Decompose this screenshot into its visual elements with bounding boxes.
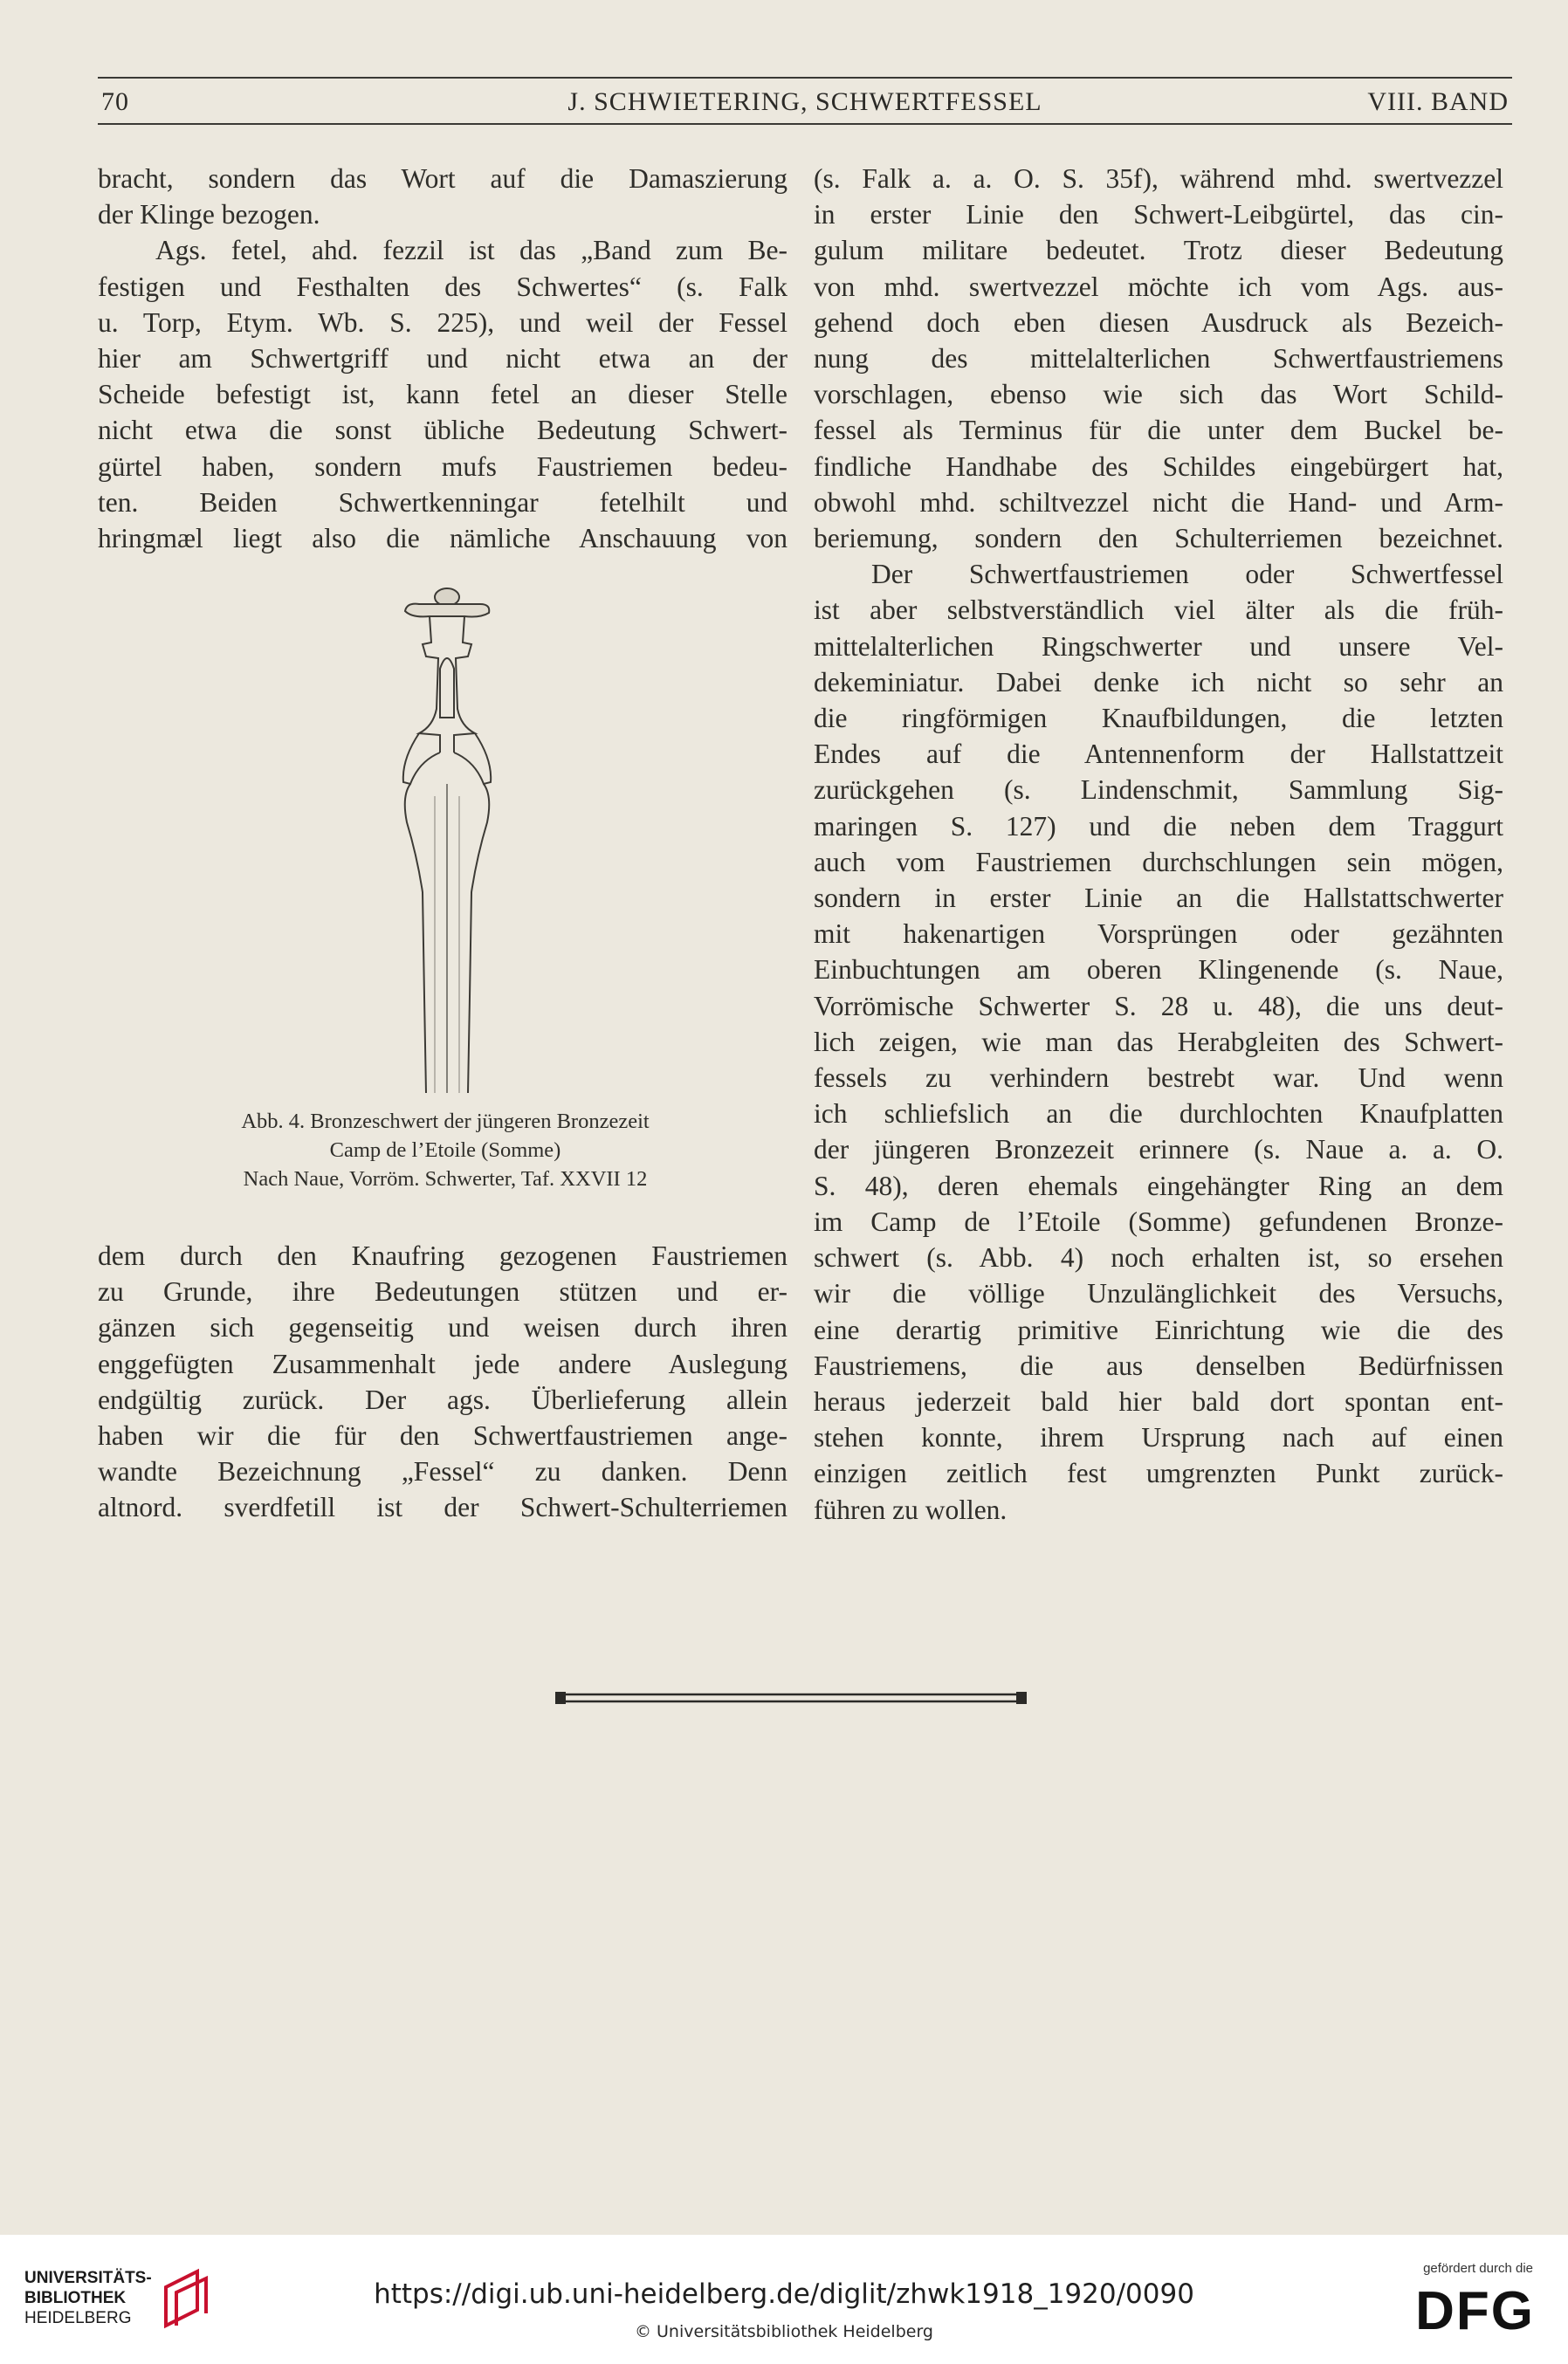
volume-label: VIII. BAND [1367,87,1509,116]
text-line: Vorrömische Schwerter S. 28 u. 48), die uns deut- [814,990,1503,1021]
text-line: ich schliefslich an die durchlochten Knaufplatten [814,1098,1503,1130]
text-line: maringen S. 127) und die neben dem Traggurt [814,810,1503,842]
text-line: gehend doch eben diesen Ausdruck als Bezeich- [814,306,1503,338]
header-rule-top [98,77,1512,79]
header-rule-bottom [98,123,1512,125]
text-line: fessels zu verhindern bestrebt war. Und wenn [814,1062,1503,1094]
caption-line: Nach Naue, Vorröm. Schwerter, Taf. XXVII 12 [243,1167,648,1191]
text-line: hringmæl liegt also die nämliche Anschauung von [98,523,787,554]
funding-label: gefördert durch die [1423,2261,1533,2276]
copyright-notice: © Universitätsbibliothek Heidelberg [634,2322,933,2341]
text-line: lich zeigen, wie man das Herabgleiten des Schwert- [814,1026,1503,1057]
text-line: einzigen zeitlich fest umgrenzten Punkt zurück- [814,1458,1503,1489]
text-line: (s. Falk a. a. O. S. 35f), während mhd. swertvezzel [814,163,1503,194]
text-line: haben wir die für den Schwertfaustriemen ange- [98,1420,787,1452]
text-line: gürtel haben, sondern mufs Faustriemen bedeu- [98,450,787,482]
running-title: J. SCHWIETERING, SCHWERTFESSEL [567,87,1042,116]
text-line: heraus jederzeit bald hier bald dort spontan ent- [814,1385,1503,1417]
text-line: festigen und Festhalten des Schwertes“ (s. Falk [98,271,787,302]
text-line: nung des mittelalterlichen Schwertfaustriemens [814,343,1503,375]
text-line: wir die völlige Unzulänglichkeit des Versuchs, [814,1278,1503,1309]
text-line: beriemung, sondern den Schulterriemen bezeichnet. [814,523,1503,554]
text-line: sondern in erster Linie an die Hallstattschwerter [814,883,1503,914]
text-line: findliche Handhabe des Schildes eingebürgert hat, [814,450,1503,482]
text-line: führen zu wollen. [814,1494,1008,1525]
text-line: fessel als Terminus für die unter dem Buckel be- [814,415,1503,446]
text-line: auch vom Faustriemen durchschlungen sein mögen, [814,846,1503,877]
text-line: obwohl mhd. schiltvezzel nicht die Hand- und Arm- [814,486,1503,518]
text-line: schwert (s. Abb. 4) noch erhalten ist, so ersehen [814,1242,1503,1274]
running-header [98,84,1512,122]
text-line: Scheide befestigt ist, kann fetel an dieser Stelle [98,379,787,410]
viewer-footer [0,2235,1568,2364]
text-line: stehen konnte, ihrem Ursprung nach auf einen [814,1422,1503,1453]
text-line: hier am Schwertgriff und nicht etwa an der [98,343,787,375]
text-line: gulum militare bedeutet. Trotz dieser Bedeutung [814,235,1503,266]
library-name-line: BIBLIOTHEK [24,2289,127,2307]
text-line: eine derartig primitive Einrichtung wie die des [814,1314,1503,1345]
library-name-line: UNIVERSITÄTS- [24,2269,152,2287]
text-line: S. 48), deren ehemals eingehängter Ring an dem [814,1170,1503,1201]
left-column-bottom [98,1238,787,1526]
text-line: ist aber selbstverständlich viel älter als die früh- [814,594,1503,626]
left-column-top [98,161,787,556]
dfg-logo[interactable]: DFG [1415,2281,1535,2341]
text-line: im Camp de l’Etoile (Somme) gefundenen Bronze- [814,1206,1503,1237]
text-line: Der Schwertfaustriemen oder Schwertfessel [871,559,1503,590]
text-line: wandte Bezeichnung „Fessel“ zu danken. Denn [98,1456,787,1488]
text-line: mit hakenartigen Vorsprüngen oder gezähnten [814,918,1503,950]
figure-caption [131,1107,760,1193]
text-line: dekeminiatur. Dabei denke ich nicht so sehr an [814,666,1503,698]
text-line: der Klinge bezogen. [98,199,320,230]
text-line: Ags. fetel, ahd. fezzil ist das „Band zum Be- [155,235,787,266]
text-line: der jüngeren Bronzezeit erinnere (s. Naue a. a. O. [814,1134,1503,1165]
text-line: gänzen sich gegenseitig und weisen durch ihren [98,1312,787,1343]
text-line: mittelalterlichen Ringschwerter und unsere Vel- [814,630,1503,662]
text-line: Endes auf die Antennenform der Hallstattzeit [814,739,1503,770]
text-line: enggefügten Zusammenhalt jede andere Auslegung [98,1348,787,1379]
right-column [814,161,1503,1528]
text-line: von mhd. swertvezzel möchte ich vom Ags. aus- [814,271,1503,302]
bronze-sword-figure [349,578,541,1102]
text-line: altnord. sverdfetill ist der Schwert-Schulterriemen [98,1492,787,1523]
text-line: endgültig zurück. Der ags. Überlieferung allein [98,1384,787,1415]
end-ornament-rule [555,1687,1027,1709]
text-line: u. Torp, Etym. Wb. S. 225), und weil der Fessel [98,306,787,338]
text-line: ten. Beiden Schwertkenningar fetelhilt und [98,486,787,518]
permalink-url[interactable]: https://digi.ub.uni-heidelberg.de/diglit/zhwk1918_1920/0090 [374,2278,1194,2310]
text-line: in erster Linie den Schwert-Leibgürtel, das cin- [814,199,1503,230]
text-line: die ringförmigen Knaufbildungen, die letzten [814,703,1503,734]
text-line: Faustriemens, die aus denselben Bedürfnissen [814,1350,1503,1381]
library-name-line: HEIDELBERG [24,2309,132,2327]
text-line: zurückgehen (s. Lindenschmit, Sammlung Sig- [814,774,1503,806]
caption-line: Camp de l’Etoile (Somme) [329,1138,561,1162]
text-line: vorschlagen, ebenso wie sich das Wort Schild- [814,379,1503,410]
text-line: nicht etwa die sonst übliche Bedeutung Schwert- [98,415,787,446]
caption-line: Abb. 4. Bronzeschwert der jüngeren Bronzezeit [241,1110,650,1133]
page-number: 70 [101,87,129,116]
text-line: bracht, sondern das Wort auf die Damaszierung [98,163,787,194]
text-line: dem durch den Knaufring gezogenen Faustriemen [98,1240,787,1271]
text-line: zu Grunde, ihre Bedeutungen stützen und er- [98,1276,787,1308]
text-line: Einbuchtungen am oberen Klingenende (s. Naue, [814,954,1503,986]
